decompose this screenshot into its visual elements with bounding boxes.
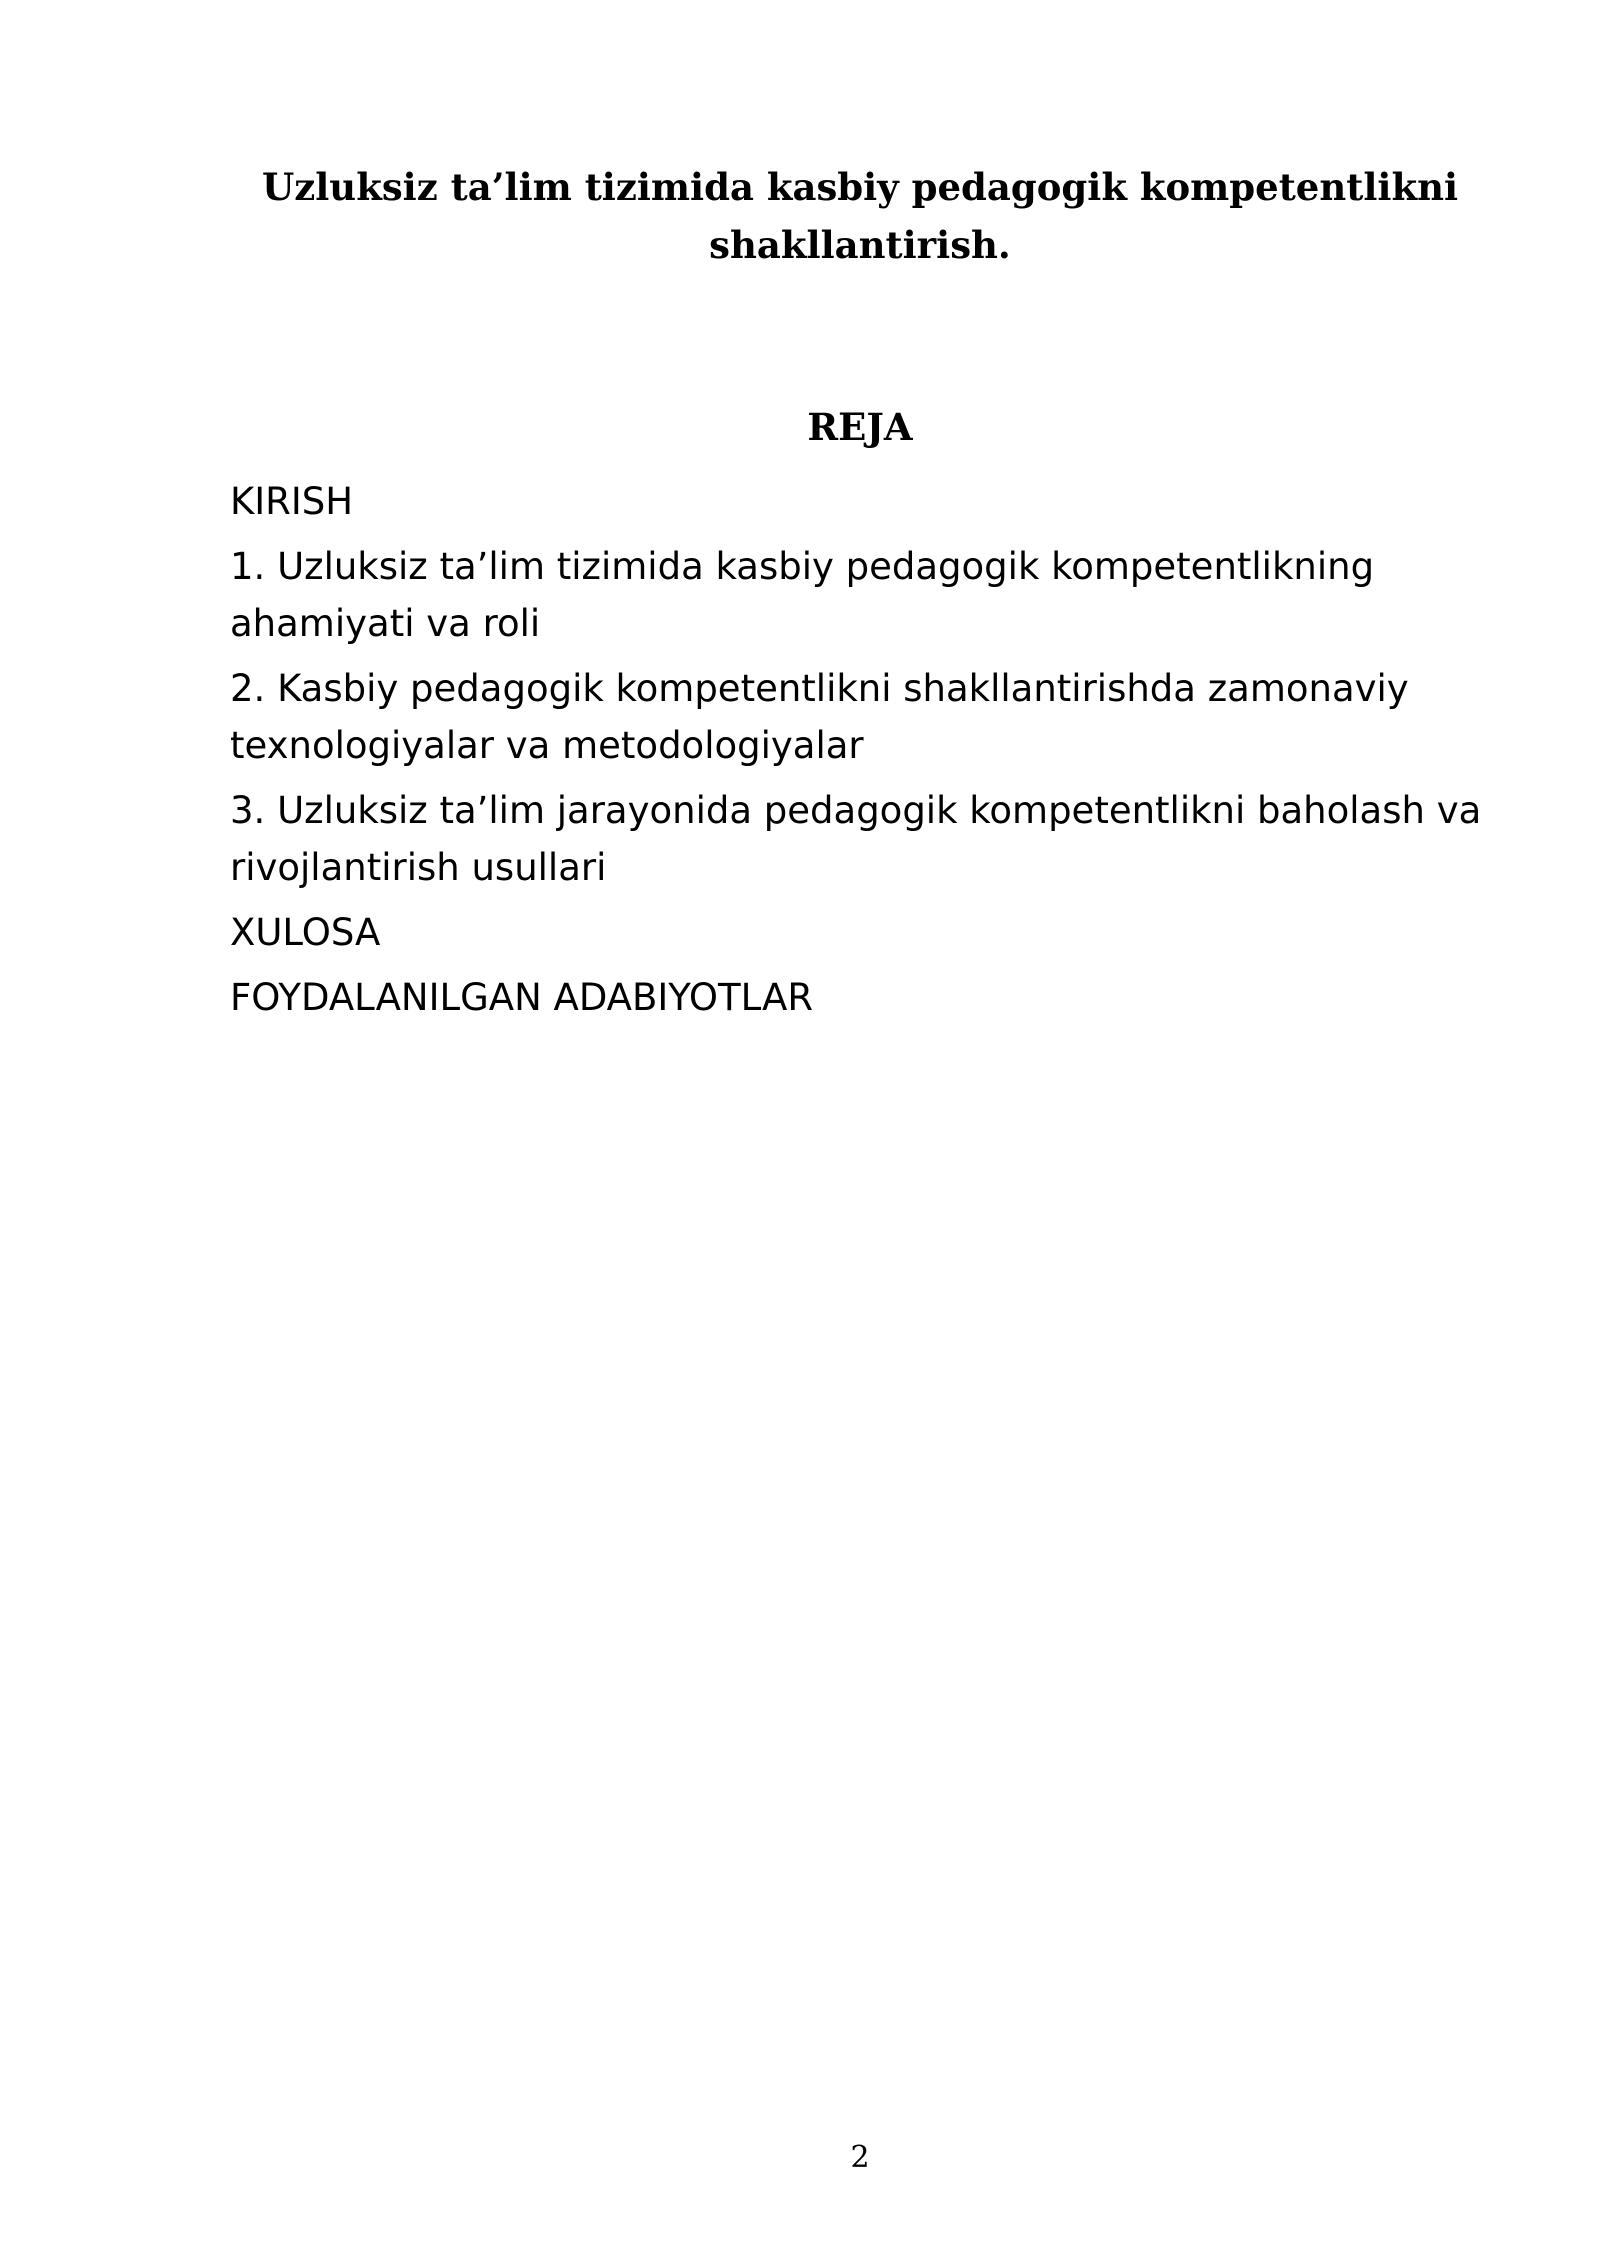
- document-title: Uzluksiz ta’lim tizimida kasbiy pedagogik kompetentlikni shakllantirish.: [261, 165, 1459, 267]
- plan-list: [230, 473, 1490, 1034]
- plan-item-introduction: KIRISH: [230, 480, 354, 523]
- plan-item-2: 2. Kasbiy pedagogik kompetentlikni shakllantirishda zamonaviy texnologiyalar va metodologiyalar: [230, 667, 1409, 767]
- page-number: 2: [850, 2140, 870, 2175]
- plan-heading: REJA: [807, 405, 913, 449]
- plan-item-conclusion: XULOSA: [230, 911, 381, 954]
- plan-item-references: FOYDALANILGAN ADABIYOTLAR: [230, 976, 814, 1019]
- plan-item-1: 1. Uzluksiz ta’lim tizimida kasbiy pedagogik kompetentlikning ahamiyati va roli: [230, 545, 1375, 645]
- plan-item-3: 3. Uzluksiz ta’lim jarayonida pedagogik kompetentlikni baholash va rivojlantirish usullari: [230, 789, 1482, 889]
